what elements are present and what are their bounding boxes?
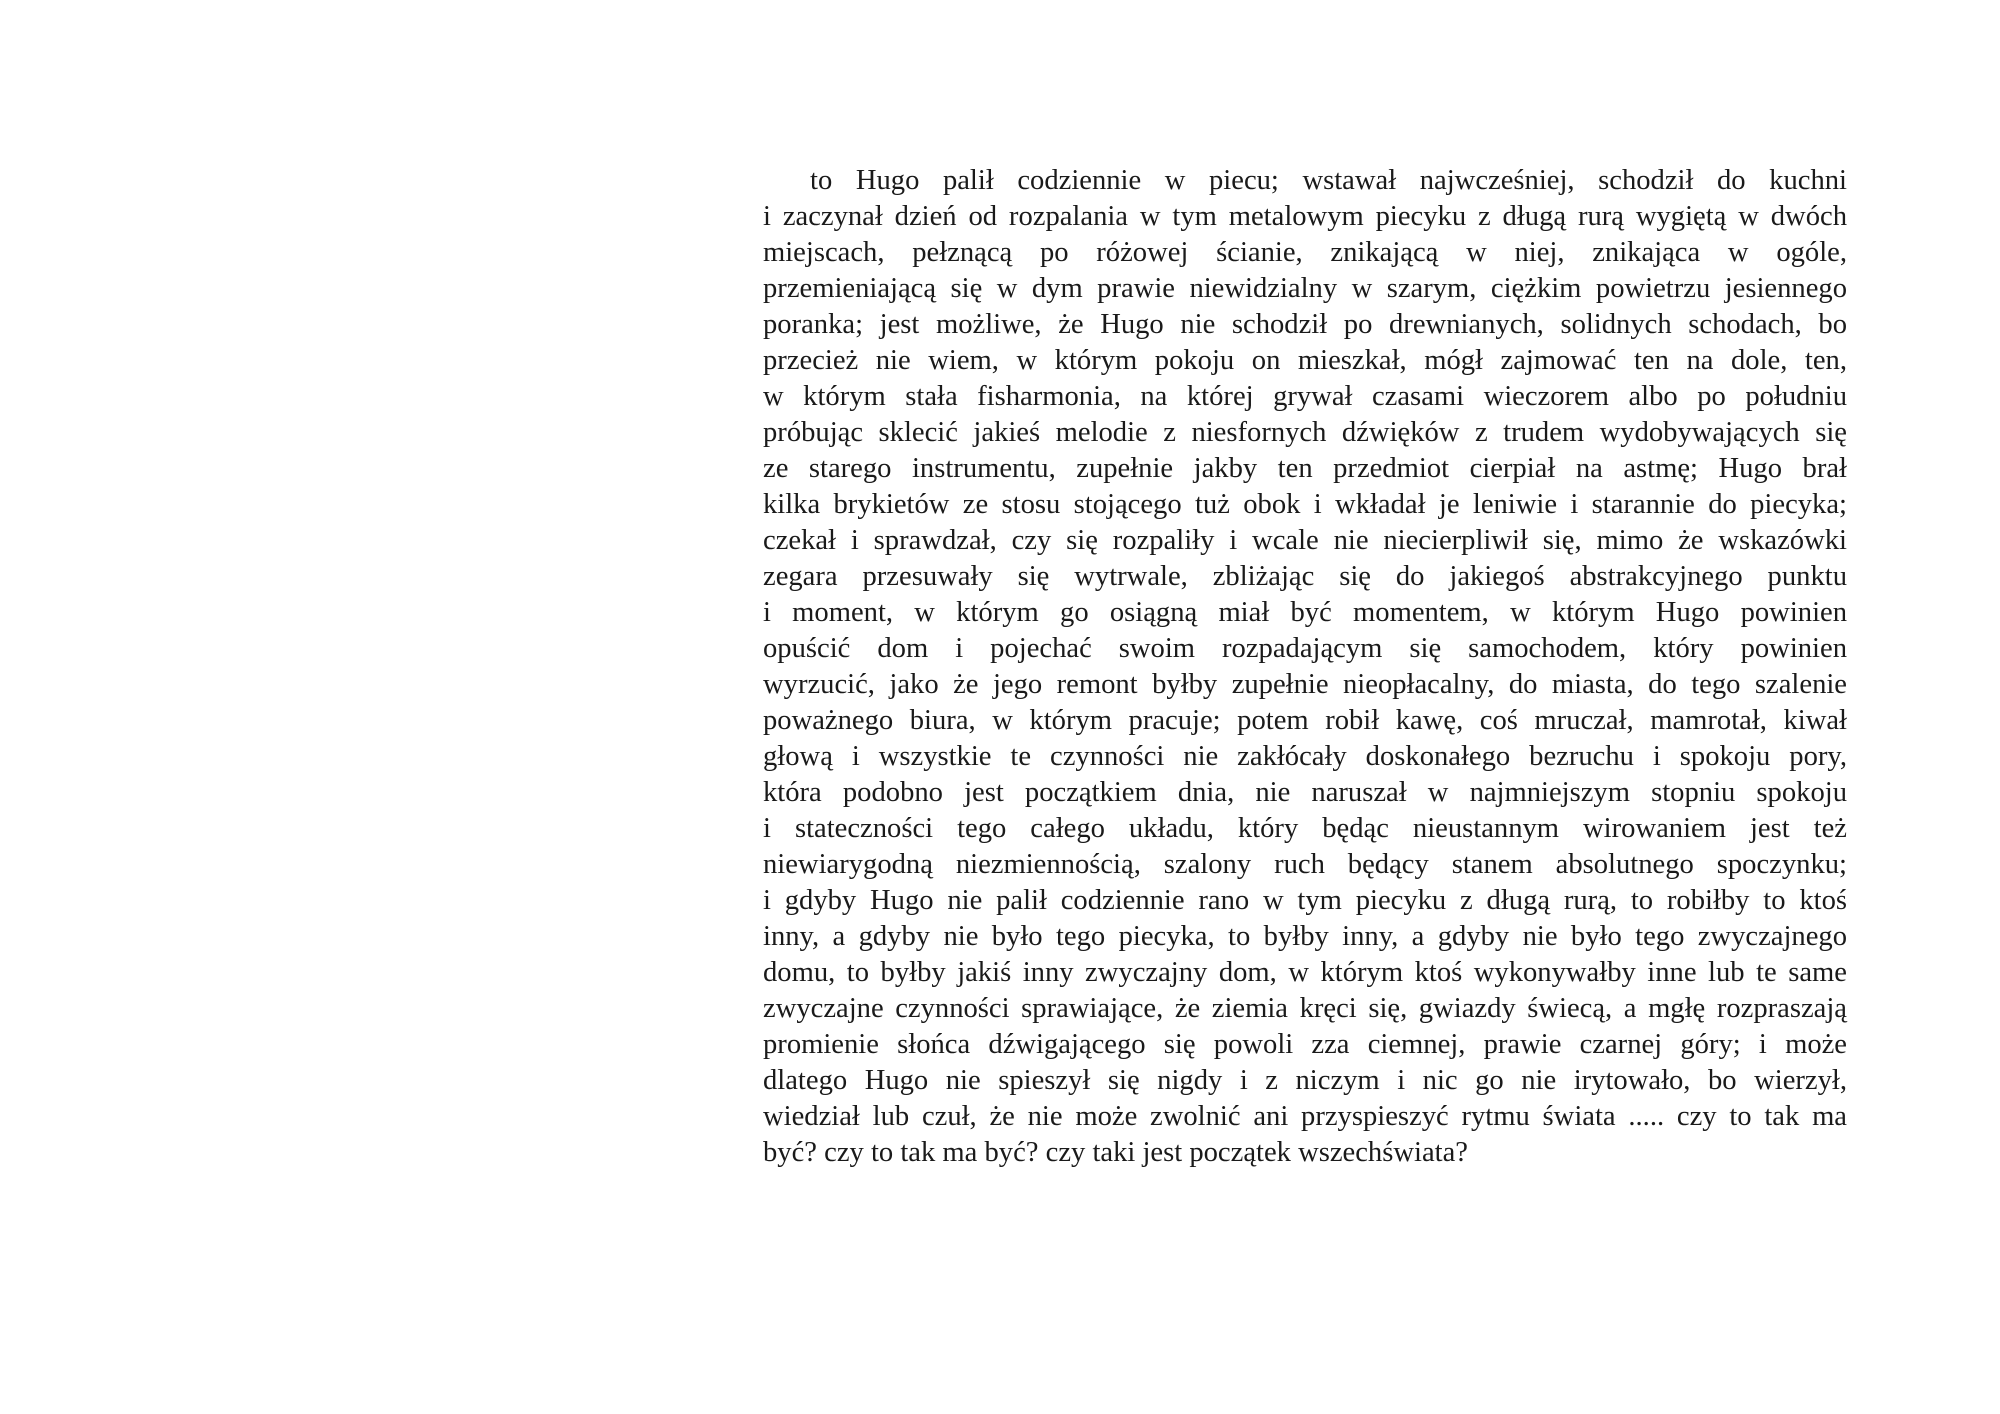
- text-line: w którym stała fisharmonia, na której grywał czasami wieczorem albo po południu: [763, 381, 1847, 412]
- text-line: i stateczności tego całego układu, który będąc nieustannym wirowaniem jest też: [763, 813, 1847, 844]
- text-line: przecież nie wiem, w którym pokoju on mieszkał, mógł zajmować ten na dole, ten,: [763, 345, 1847, 376]
- text-line: domu, to byłby jakiś inny zwyczajny dom, w którym ktoś wykonywałby inne lub te same: [763, 957, 1847, 988]
- text-line: opuścić dom i pojechać swoim rozpadającym się samochodem, który powinien: [763, 633, 1847, 664]
- text-line: być? czy to tak ma być? czy taki jest początek wszechświata?: [763, 1137, 1468, 1168]
- text-line: niewiarygodną niezmiennością, szalony ruch będący stanem absolutnego spoczynku;: [763, 849, 1847, 880]
- text-line: wyrzucić, jako że jego remont byłby zupełnie nieopłacalny, do miasta, do tego szalenie: [763, 669, 1847, 700]
- text-line: to Hugo palił codziennie w piecu; wstawał najwcześniej, schodził do kuchni: [810, 165, 1847, 196]
- text-line: poważnego biura, w którym pracuje; potem robił kawę, coś mruczał, mamrotał, kiwał: [763, 705, 1847, 736]
- text-line: ze starego instrumentu, zupełnie jakby ten przedmiot cierpiał na astmę; Hugo brał: [763, 453, 1847, 484]
- text-line: przemieniającą się w dym prawie niewidzialny w szarym, ciężkim powietrzu jesiennego: [763, 273, 1847, 304]
- text-line: inny, a gdyby nie było tego piecyka, to byłby inny, a gdyby nie było tego zwyczajnego: [763, 921, 1847, 952]
- text-line: głową i wszystkie te czynności nie zakłócały doskonałego bezruchu i spokoju pory,: [763, 741, 1847, 772]
- text-line: i moment, w którym go osiągną miał być momentem, w którym Hugo powinien: [763, 597, 1847, 628]
- body-paragraph: [763, 163, 1847, 1171]
- text-line: kilka brykietów ze stosu stojącego tuż obok i wkładał je leniwie i starannie do piecyka;: [763, 489, 1847, 520]
- text-line: zegara przesuwały się wytrwale, zbliżając się do jakiegoś abstrakcyjnego punktu: [763, 561, 1847, 592]
- text-line: promienie słońca dźwigającego się powoli zza ciemnej, prawie czarnej góry; i może: [763, 1029, 1847, 1060]
- text-line: i zaczynał dzień od rozpalania w tym metalowym piecyku z długą rurą wygiętą w dwóch: [763, 201, 1847, 232]
- text-line: wiedział lub czuł, że nie może zwolnić ani przyspieszyć rytmu świata ..... czy to tak ma: [763, 1101, 1847, 1132]
- text-line: zwyczajne czynności sprawiające, że ziemia kręci się, gwiazdy świecą, a mgłę rozpraszają: [763, 993, 1847, 1024]
- text-line: i gdyby Hugo nie palił codziennie rano w tym piecyku z długą rurą, to robiłby to ktoś: [763, 885, 1847, 916]
- text-line: dlatego Hugo nie spieszył się nigdy i z niczym i nic go nie irytowało, bo wierzył,: [763, 1065, 1847, 1096]
- text-line: która podobno jest początkiem dnia, nie naruszał w najmniejszym stopniu spokoju: [763, 777, 1847, 808]
- text-line: miejscach, pełznącą po różowej ścianie, znikającą w niej, znikająca w ogóle,: [763, 237, 1847, 268]
- text-line: poranka; jest możliwe, że Hugo nie schodził po drewnianych, solidnych schodach, bo: [763, 309, 1847, 340]
- text-line: próbując sklecić jakieś melodie z niesfornych dźwięków z trudem wydobywających się: [763, 417, 1847, 448]
- text-line: czekał i sprawdzał, czy się rozpaliły i wcale nie niecierpliwił się, mimo że wskazówki: [763, 525, 1847, 556]
